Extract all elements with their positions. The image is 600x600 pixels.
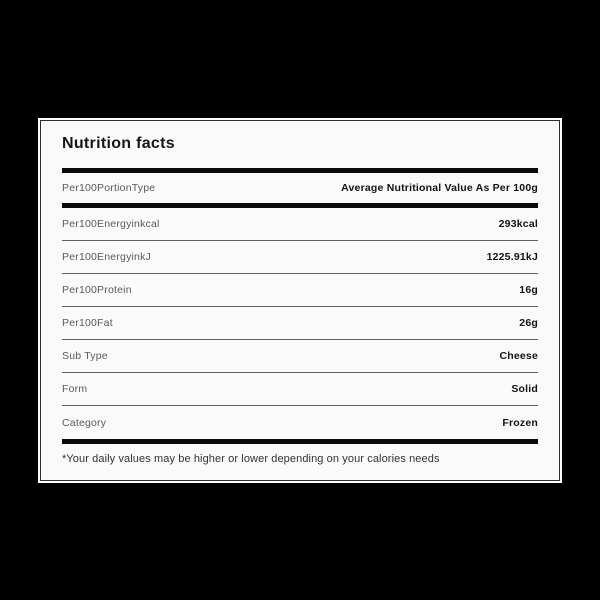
row-label: Per100EnergyinkJ (62, 251, 151, 263)
row-value: 16g (519, 284, 538, 296)
row-value: 1225.91kJ (486, 251, 538, 263)
table-row (62, 406, 538, 439)
card-title: Nutrition facts (62, 135, 175, 152)
row-label: Per100Protein (62, 284, 132, 296)
table-row (62, 208, 538, 241)
table-row (62, 274, 538, 307)
row-value: Solid (511, 383, 538, 395)
header-row (62, 173, 538, 203)
divider-bar-bottom (62, 439, 538, 444)
nutrition-facts-card (40, 120, 560, 481)
table-row (62, 241, 538, 274)
row-label: Sub Type (62, 350, 108, 362)
row-label: Per100Fat (62, 317, 113, 329)
nutrition-rows (62, 208, 538, 439)
table-row (62, 373, 538, 406)
row-label: Per100Energyinkcal (62, 218, 160, 230)
row-value: Cheese (499, 350, 538, 362)
table-row (62, 307, 538, 340)
header-row-value: Average Nutritional Value As Per 100g (341, 182, 538, 194)
header-row-label: Per100PortionType (62, 182, 156, 194)
row-value: Frozen (502, 416, 538, 429)
row-value: 293kcal (498, 218, 538, 230)
footnote: *Your daily values may be higher or lower depending on your calories needs (62, 453, 440, 465)
table-row (62, 340, 538, 373)
row-label: Category (62, 416, 107, 429)
row-label: Form (62, 383, 88, 395)
row-value: 26g (519, 317, 538, 329)
